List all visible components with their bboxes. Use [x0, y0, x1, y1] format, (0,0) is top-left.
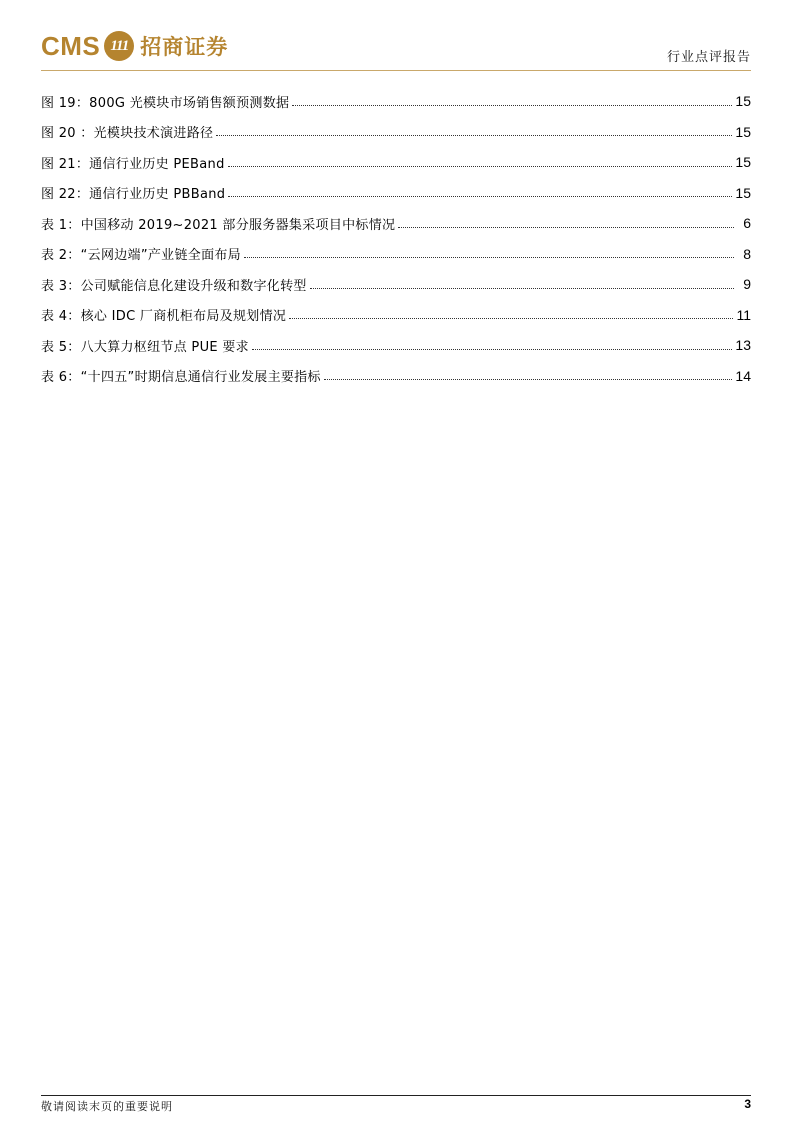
toc-entry[interactable]: [41, 178, 751, 209]
toc-entry-label: 表 4：核心 IDC 厂商机柜布局及规划情况: [41, 309, 287, 325]
toc-entry-page: 11: [736, 306, 751, 323]
report-type: 行业点评报告: [666, 50, 751, 65]
toc-entry[interactable]: [41, 208, 751, 239]
toc-entry[interactable]: [41, 300, 751, 331]
footer-divider: [41, 1095, 751, 1096]
tables-index: [41, 208, 751, 391]
toc-leader-dots: [228, 196, 732, 197]
figures-index: [41, 86, 751, 208]
toc-entry-page: 14: [735, 367, 751, 384]
toc-entry-label: 表 1：中国移动 2019~2021 部分服务器集采项目中标情况: [41, 217, 396, 233]
toc-entry-page: 15: [735, 184, 751, 201]
page-number: 3: [744, 1097, 751, 1111]
toc-leader-dots: [398, 227, 734, 228]
toc-entry[interactable]: [41, 361, 751, 392]
toc-leader-dots: [228, 166, 733, 167]
toc-entry-page: 15: [735, 123, 751, 140]
logo-emblem-text: 111: [110, 37, 129, 54]
toc-entry[interactable]: [41, 269, 751, 300]
toc-entry[interactable]: [41, 117, 751, 148]
toc-leader-dots: [289, 318, 733, 319]
toc-leader-dots: [216, 135, 732, 136]
toc-entry-label: 表 3：公司赋能信息化建设升级和数字化转型: [41, 278, 307, 294]
logo-cms-text: CMS: [41, 30, 101, 61]
toc-entry-label: 图 20 ：光模块技术演进路径: [41, 126, 214, 142]
toc-leader-dots: [244, 257, 734, 258]
toc-entry-label: 图 19：800G 光模块市场销售额预测数据: [41, 95, 290, 111]
toc-entry-label: 表 2：“云网边端”产业链全面布局: [41, 248, 241, 264]
toc-entry-page: 15: [735, 93, 751, 110]
toc-entry-page: 9: [743, 276, 751, 293]
toc-entry-page: 6: [743, 215, 751, 232]
logo-chinese-name: 招商证券: [140, 34, 229, 59]
toc-entry-page: 15: [735, 154, 751, 171]
disclaimer-note: 敬请阅读末页的重要说明: [41, 1100, 173, 1113]
toc-leader-dots: [252, 349, 732, 350]
logo-emblem-icon: [104, 31, 134, 61]
toc-entry-label: 图 22：通信行业历史 PBBand: [41, 187, 226, 203]
page-header: [41, 24, 751, 72]
toc-leader-dots: [324, 379, 733, 380]
toc-entry[interactable]: [41, 147, 751, 178]
header-divider: [41, 70, 751, 71]
toc-entry-label: 图 21：通信行业历史 PEBand: [41, 156, 225, 172]
toc-entry-label: 表 6：“十四五”时期信息通信行业发展主要指标: [41, 370, 321, 386]
company-logo: [41, 28, 228, 64]
toc-entry-page: 13: [735, 337, 751, 354]
toc-entry-label: 表 5：八大算力枢纽节点 PUE 要求: [41, 339, 249, 355]
toc-entry-page: 8: [743, 245, 751, 262]
toc-entry[interactable]: [41, 239, 751, 270]
toc-entry[interactable]: [41, 330, 751, 361]
toc-leader-dots: [310, 288, 734, 289]
toc-entry[interactable]: [41, 86, 751, 117]
toc-leader-dots: [292, 105, 732, 106]
